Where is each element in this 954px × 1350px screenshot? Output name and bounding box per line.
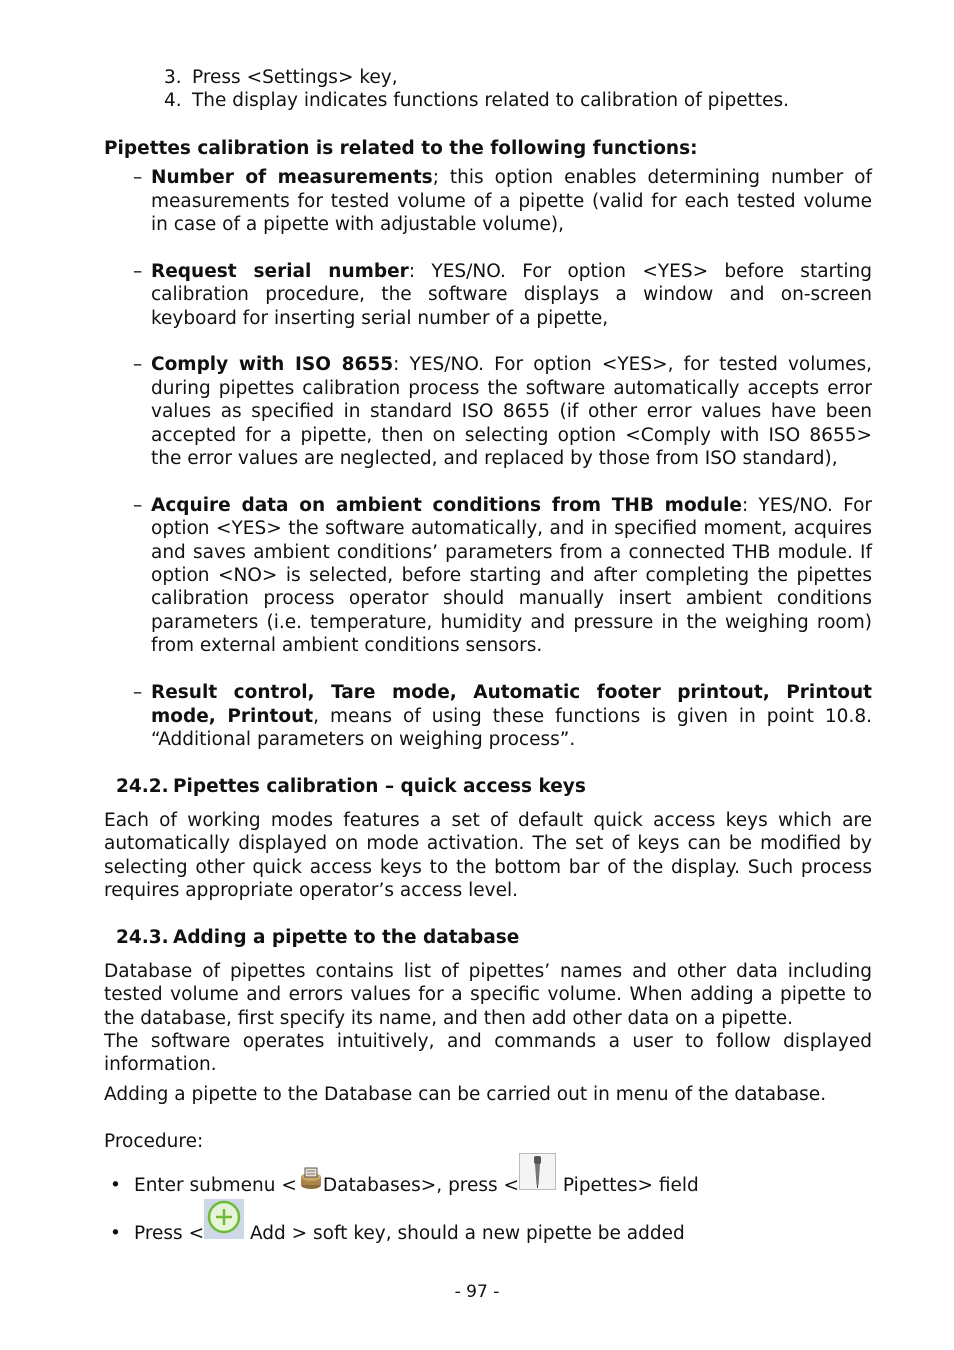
function-description: : YES/NO. For option <YES> the software automatically, and in specified moment, acquires and saves ambient conditions’ parameters from a connected THB module. If option <NO> is selected, before starting and after completing the pipettes calibration process operator should manually insert ambient conditions parameters (i.e. temperature, humidity and pressure in the weighing room) from external ambient conditions sensors. — [151, 494, 872, 657]
step-item — [164, 66, 872, 89]
database-icon — [297, 1165, 323, 1197]
step-number: 3. — [164, 67, 182, 88]
dash-marker: – — [133, 167, 143, 189]
section-title: Pipettes calibration – quick access keys — [173, 776, 586, 798]
page-content — [104, 66, 872, 1245]
step-list — [164, 66, 872, 113]
function-list — [104, 166, 872, 751]
section-heading-quick-keys — [116, 775, 872, 798]
procedure-item — [104, 1163, 872, 1197]
function-description: : YES/NO. For option <YES> before starting calibration procedure, the software displays a window and on-screen keyboard for inserting serial number of a pipette, — [151, 260, 873, 329]
step-item — [164, 89, 872, 112]
step-text: Press <Settings> key, — [192, 67, 398, 88]
function-description: ; this option enables determining number of measurements for tested volume of a pipette (valid for each tested volume in case of a pipette with adjustable volume), — [151, 167, 872, 236]
function-description: , means of using these functions is given in point 10.8. “Additional parameters on weighing process”. — [151, 705, 872, 750]
step-text: The display indicates functions related to calibration of pipettes. — [192, 90, 790, 112]
function-name: Comply with ISO 8655 — [151, 354, 394, 376]
adding-paragraph-3: Adding a pipette to the Database can be carried out in menu of the database. — [104, 1083, 827, 1105]
procedure-item — [104, 1197, 872, 1245]
adding-paragraph-2: The software operates intuitively, and commands a user to follow displayed information. — [104, 1030, 872, 1076]
section-heading-adding-pipette — [116, 926, 872, 949]
procedure-text: Enter submenu < Databases>, press < Pipettes> field — [134, 1153, 699, 1197]
function-item — [104, 353, 872, 470]
dash-marker: – — [133, 682, 143, 704]
function-name: Number of measurements — [151, 167, 433, 189]
section-number: 24.3. — [116, 927, 169, 949]
add-icon — [204, 1199, 244, 1245]
bullet-marker: • — [110, 1174, 121, 1196]
function-description: : YES/NO. For option <YES>, for tested volumes, during pipettes calibration process the software automatically accepts error values as specified in standard ISO 8655 (if other error values have been accepted for a pipette, then on selecting option <Comply with ISO 8655> the error values are neglected, and replaced by those from ISO standard), — [151, 354, 873, 470]
bullet-marker: • — [110, 1222, 121, 1244]
step-number: 4. — [164, 90, 182, 112]
procedure-label: Procedure: — [104, 1130, 204, 1152]
function-item — [104, 494, 872, 658]
section-quick-keys-text: Each of working modes features a set of default quick access keys which are automatically displayed on mode activation. The set of keys can be modified by selecting other quick access keys to the bottom bar of the display. Such process requires appropriate operator’s access level. — [104, 809, 872, 901]
dash-marker: – — [133, 494, 143, 516]
page-number: - 97 - — [454, 1282, 500, 1302]
function-name: Request serial number — [151, 260, 409, 282]
section-number: 24.2. — [116, 776, 169, 798]
function-item — [104, 681, 872, 751]
procedure-text: Press < Add > soft key, should a new pipette be added — [134, 1199, 685, 1245]
procedure-list — [104, 1163, 872, 1245]
function-name: Result control, Tare mode, Automatic footer printout, Printout mode, Printout — [151, 682, 872, 727]
section-title: Adding a pipette to the database — [173, 927, 520, 949]
dash-marker: – — [133, 354, 143, 376]
function-name: Acquire data on ambient conditions from THB module — [151, 494, 742, 516]
function-item — [104, 260, 872, 330]
adding-paragraph-1: Database of pipettes contains list of pipettes’ names and other data including tested volume and errors values for a specific volume. When adding a pipette to the database, first specify its name, and then add other data on a pipette. — [104, 960, 872, 1029]
functions-heading: Pipettes calibration is related to the following functions: — [104, 137, 698, 159]
pipette-icon — [519, 1153, 557, 1197]
function-item — [104, 166, 872, 236]
dash-marker: – — [133, 260, 143, 282]
